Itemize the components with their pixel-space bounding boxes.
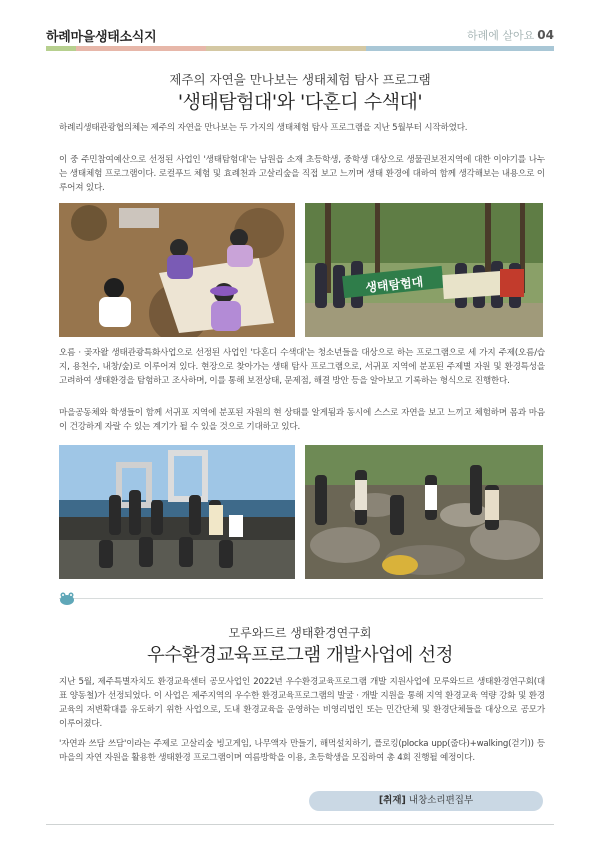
section1-paragraph-4: 마을공동체와 학생들이 함께 서귀포 지역에 분포된 자원의 현 상태를 알게됨과 동시에 스스로 자연을 보고 느끼고 체험하며 몸과 마음이 건강하게 자랄 수 있는 계기가 될 수 있을 것으로 기대하고 있다. — [59, 408, 545, 432]
section1-paragraph-2: 이 중 주민참여예산으로 선정된 사업인 '생태탐험대'는 남원읍 소재 초등학생, 중학생 대상으로 생물권보전지역에 대한 이야기를 나누는 생태체험 프로그램이다. 로컬푸드 체험 및 효례천과 고살리숲을 직접 보고 느끼며 생태 환경에 대하여 함께 생각해보는 내용으로 이루어져 있다. — [59, 155, 545, 193]
section-label: 하례에 살아요 — [467, 29, 535, 42]
photo-frames-seaside — [59, 445, 295, 579]
banner-text: 생태탐험대 — [364, 274, 424, 295]
header-stripe-4 — [366, 46, 554, 51]
section1-paragraph-1: 하례리생태관광협의체는 제주의 자연을 만나보는 두 가지의 생태체험 탐사 프로그램을 지난 5월부터 시작하였다. — [59, 123, 468, 133]
frog-icon-svg — [58, 589, 76, 607]
photo-kids-drawing-image — [59, 203, 295, 337]
photo-stream-rocks-image — [305, 445, 543, 579]
footer-line — [46, 824, 554, 825]
section2-paragraph-2: '자연과 쓰담 쓰담'이라는 주제로 고살리숲 빙고게임, 나무액자 만들기, 해먹설치하기, 플로킹(plocka upp(줍다)+walking(걷기)) 등 마을의 자연 자원을 활용한 생태환경 프로그램이며 여름방학을 이용, 초등학생을 모집하여 총 4회 진행될 예정이다. — [59, 739, 545, 763]
photo-kids-drawing — [59, 203, 295, 337]
photo-group-banner-image — [305, 203, 543, 337]
section2-paragraph-1: 지난 5월, 제주특별자치도 환경교육센터 공모사업인 2022년 우수환경교육프로그램 개발 지원사업에 모루와드르 생태환경연구회(대표 양동철)가 선정되었다. 이 사업은 제주지역의 우수한 환경교육프로그램의 발굴 · 개발 지원을 통해 지역 환경교육 역량 강화 및 환경교육의 저변확대를 유도하기 위한 사업으로, 도내 환경교육을 운영하는 비영리법인 또는 민간단체 및 환경단체들을 대상으로 공모가 이루어졌다. — [59, 677, 545, 729]
photo-frames-seaside-image — [59, 445, 295, 579]
section2-subtitle: 모루와드르 생태환경연구회 — [228, 626, 372, 640]
frog-icon — [58, 589, 76, 607]
header-section-label — [467, 27, 554, 43]
section1-subtitle: 제주의 자연을 만나보는 생태체험 탐사 프로그램 — [169, 72, 431, 87]
newsletter-title: 하례마을생태소식지 — [46, 30, 157, 45]
credit-badge — [309, 791, 543, 811]
credit-text: 내창소리편집부 — [408, 795, 474, 806]
section-divider — [59, 598, 543, 599]
header-stripe-3 — [206, 46, 366, 51]
section1-paragraph-3: 오름 · 곶자왈 생태관광특화사업으로 선정된 사업인 '다혼디 수색대'는 청소년들을 대상으로 하는 프로그램으로 세 가지 주제(오름/습지, 용천수, 내창/숲)로 이루어져 있다. 현장으로 찾아가는 생태 탐사 프로그램으로, 서귀포 지역에 분포된 주제별 자원 및 환경특성을 고려하여 생태환경을 탐험하고 조사하며, 이를 통해 보전상태, 문제점, 해결 방안 등을 알아보고 기록하는 형식으로 진행한다. — [59, 348, 545, 386]
photo-stream-rocks — [305, 445, 543, 579]
credit-label: [취재] — [378, 795, 406, 806]
page-number: 04 — [537, 28, 554, 42]
page-header — [46, 24, 554, 48]
section2-title: 우수환경교육프로그램 개발사업에 선정 — [146, 645, 454, 666]
section1-title: '생태탐험대'와 '다혼디 수색대' — [177, 91, 423, 113]
header-stripe-1 — [46, 46, 76, 51]
photo-group-banner — [305, 203, 543, 337]
header-stripe-2 — [76, 46, 206, 51]
